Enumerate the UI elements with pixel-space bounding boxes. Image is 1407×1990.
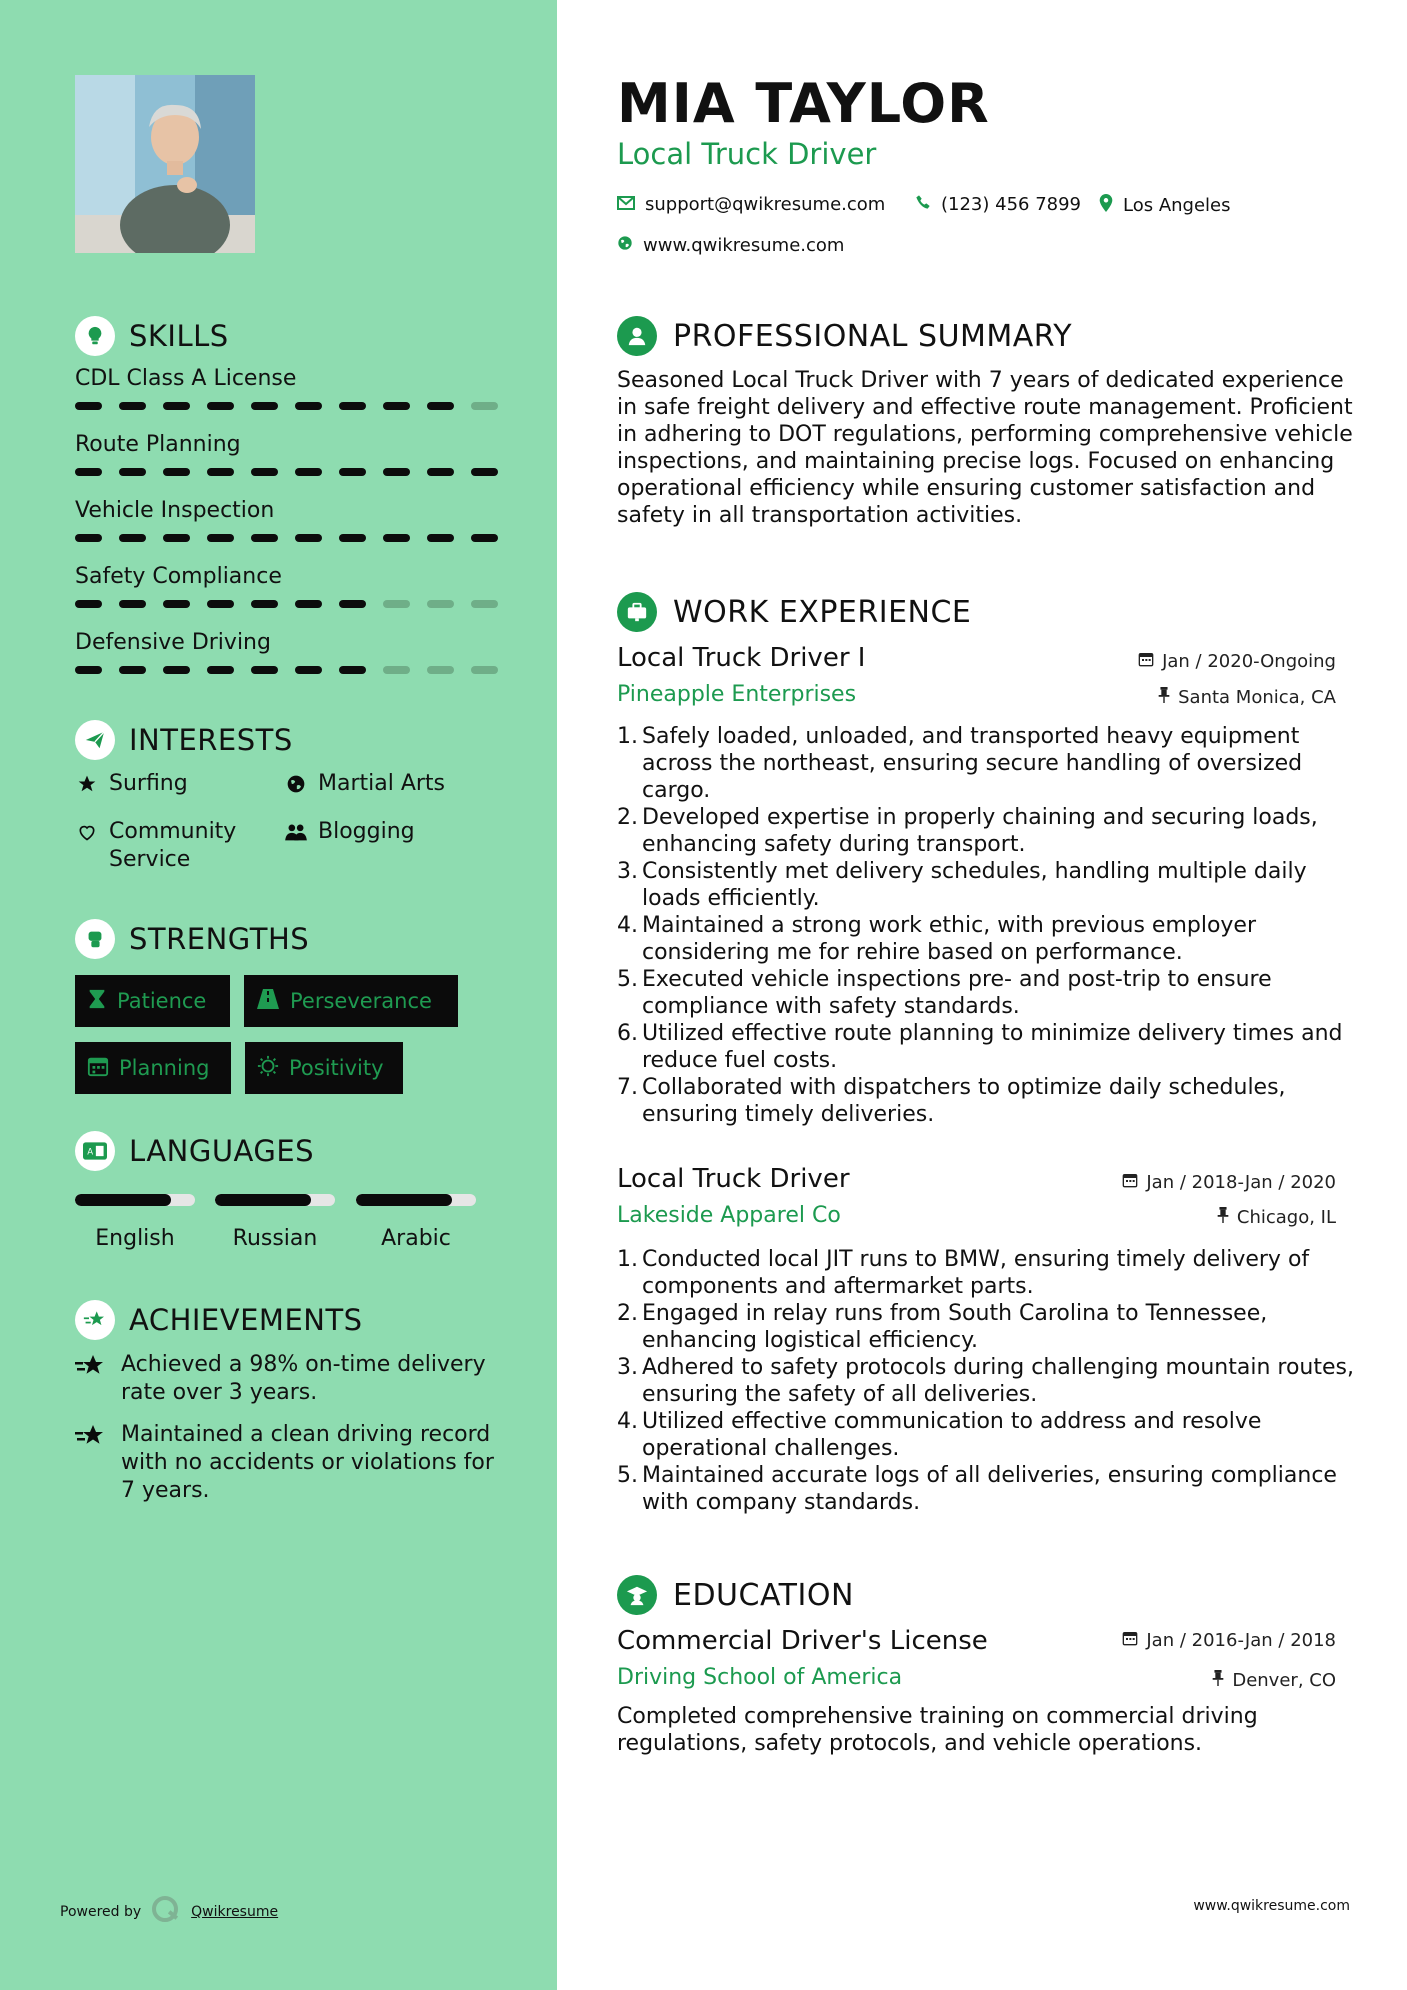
strength-tag-planning <box>75 1042 231 1094</box>
achievements-heading <box>75 1300 363 1340</box>
user-icon <box>617 316 657 356</box>
language-name: Russian <box>232 1226 318 1251</box>
skill-name: CDL Class A License <box>75 366 297 391</box>
skill-level-dash <box>471 666 498 674</box>
skill-level-dash <box>75 402 102 410</box>
education-school: Driving School of America <box>617 1665 903 1690</box>
education-location-text: Denver, CO <box>1232 1670 1336 1691</box>
contact-location <box>1099 194 1231 217</box>
summary-heading <box>617 316 1072 356</box>
bullet-text: Utilized effective communication to address and resolve operational challenges. <box>642 1409 1262 1461</box>
bullet-number: 1. <box>617 724 638 749</box>
bullet-number: 2. <box>617 1301 638 1326</box>
skill-level-dash <box>339 402 366 410</box>
achievement-text: Achieved a 98% on-time delivery rate over 3 years. <box>121 1352 486 1405</box>
bullet-number: 7. <box>617 1075 638 1100</box>
job-bullet <box>617 723 1357 804</box>
powered-by-label: Powered by <box>60 1904 142 1920</box>
skill-level-dash <box>207 468 234 476</box>
strength-tag-positivity <box>245 1042 403 1094</box>
languages-title: LANGUAGES <box>129 1134 315 1168</box>
skill-level-dash <box>119 468 146 476</box>
skill-level-dash <box>251 468 278 476</box>
heart-icon <box>75 818 99 846</box>
job-bullet <box>617 858 1357 912</box>
job-location <box>1217 1207 1336 1228</box>
bullet-number: 3. <box>617 1355 638 1380</box>
bullet-number: 4. <box>617 1409 638 1434</box>
education-heading <box>617 1575 854 1615</box>
skill-level-dash <box>383 600 410 608</box>
language-level-fill <box>356 1194 452 1206</box>
skill-level-dash <box>383 534 410 542</box>
job-bullet <box>617 804 1357 858</box>
job-bullet <box>617 912 1357 966</box>
bullet-number: 5. <box>617 967 638 992</box>
job-company: Lakeside Apparel Co <box>617 1203 841 1228</box>
bullet-text: Utilized effective route planning to minimize delivery times and reduce fuel costs. <box>642 1021 1343 1073</box>
job-bullet <box>617 1408 1357 1462</box>
qwikresume-link[interactable]: Qwikresume <box>191 1904 279 1920</box>
skill-level-dash <box>427 600 454 608</box>
skill-level-dash <box>75 666 102 674</box>
location-text: Los Angeles <box>1123 195 1231 216</box>
strength-label: Perseverance <box>290 989 432 1013</box>
strength-tag-patience <box>75 975 230 1027</box>
skill-level-dash <box>295 468 322 476</box>
bullet-text: Maintained accurate logs of all deliveries, ensuring compliance with company standards. <box>642 1463 1337 1515</box>
job-bullet <box>617 1074 1357 1128</box>
job-bullet <box>617 1246 1357 1300</box>
contact-email <box>617 194 885 215</box>
phone-text[interactable]: (123) 456 7899 <box>941 194 1082 215</box>
job-dates-text: Jan / 2020-Ongoing <box>1162 651 1336 672</box>
skill-level-dash <box>75 600 102 608</box>
skill-level-dash <box>119 600 146 608</box>
language-level-fill <box>75 1194 171 1206</box>
language-level-bar <box>75 1194 195 1206</box>
skill-name: Defensive Driving <box>75 630 271 655</box>
interest-item-martial-arts <box>284 770 445 798</box>
skill-level-dash <box>251 534 278 542</box>
job-bullets <box>617 723 1357 1128</box>
job-location-text: Santa Monica, CA <box>1178 687 1336 708</box>
job-title: Local Truck Driver <box>617 1164 850 1194</box>
job-company: Pineapple Enterprises <box>617 682 857 707</box>
star-burst-icon <box>75 1351 107 1407</box>
calendar-icon <box>87 1055 109 1082</box>
skill-level-dash <box>119 402 146 410</box>
star-icon <box>75 770 99 798</box>
skill-name: Route Planning <box>75 432 241 457</box>
envelope-icon <box>617 194 635 215</box>
bullet-number: 2. <box>617 805 638 830</box>
lightbulb-icon <box>75 316 115 356</box>
skill-level-dash <box>295 600 322 608</box>
skill-level-dash <box>383 402 410 410</box>
skill-level-dash <box>163 534 190 542</box>
skill-level-dash <box>427 534 454 542</box>
skills-title: SKILLS <box>129 319 229 353</box>
job-bullet <box>617 1020 1357 1074</box>
job-location-text: Chicago, IL <box>1236 1207 1336 1228</box>
globe-icon <box>284 770 308 798</box>
bullet-text: Safely loaded, unloaded, and transported heavy equipment across the northeast, ensuring secure handling of oversized cargo. <box>642 724 1303 803</box>
interest-label: Community Service <box>109 819 237 872</box>
language-name: English <box>95 1226 175 1251</box>
skill-level-dash <box>471 600 498 608</box>
skill-level-dash <box>163 600 190 608</box>
skill-level-dash <box>163 666 190 674</box>
interests-title: INTERESTS <box>129 723 293 757</box>
job-bullets <box>617 1246 1357 1516</box>
skill-level-dash <box>383 468 410 476</box>
interest-item-community-service <box>75 818 265 874</box>
achievement-item <box>75 1421 505 1505</box>
main-content <box>557 0 1407 1990</box>
skill-level-dash <box>295 534 322 542</box>
bullet-number: 4. <box>617 913 638 938</box>
strength-label: Positivity <box>289 1056 384 1080</box>
education-title: EDUCATION <box>673 1577 854 1613</box>
bullet-text: Executed vehicle inspections pre- and post-trip to ensure compliance with safety standards. <box>642 967 1272 1019</box>
interest-item-surfing <box>75 770 188 798</box>
star-burst-icon <box>75 1421 107 1505</box>
skills-heading <box>75 316 229 356</box>
interest-label: Martial Arts <box>318 771 446 796</box>
skill-level-dash <box>471 468 498 476</box>
paper-plane-icon <box>75 720 115 760</box>
skill-level-dash <box>339 468 366 476</box>
skill-level-bar <box>75 600 498 608</box>
candidate-role: Local Truck Driver <box>617 137 877 171</box>
strengths-title: STRENGTHS <box>129 922 310 956</box>
calendar-icon <box>1138 651 1154 672</box>
skill-level-dash <box>207 666 234 674</box>
job-dates-text: Jan / 2018-Jan / 2020 <box>1146 1172 1336 1193</box>
skill-level-dash <box>295 666 322 674</box>
experience-heading <box>617 592 971 632</box>
star-burst-icon <box>75 1300 115 1340</box>
qwikresume-logo <box>151 1895 181 1929</box>
summary-text: Seasoned Local Truck Driver with 7 years of dedicated experience in safe freight delivery and effective route management. Proficient in adhering to DOT regulations, performing comprehensive vehicle inspections, and maintaining precise logs. Focused on enhancing operational efficiency while ensuring customer satisfaction and safety in all transportation activities. <box>617 368 1353 528</box>
contact-phone <box>915 194 1081 215</box>
education-location <box>1212 1670 1336 1691</box>
job-title: Local Truck Driver I <box>617 643 866 673</box>
footer-website[interactable]: www.qwikresume.com <box>1193 1898 1350 1914</box>
skill-level-dash <box>163 468 190 476</box>
skill-level-dash <box>207 600 234 608</box>
language-name: Arabic <box>381 1226 451 1251</box>
contact-website <box>617 235 844 256</box>
skill-level-bar <box>75 402 498 410</box>
strengths-heading <box>75 919 309 959</box>
job-bullet <box>617 1300 1357 1354</box>
job-bullet <box>617 1462 1357 1516</box>
hourglass-icon <box>87 988 107 1015</box>
skill-level-dash <box>251 402 278 410</box>
bullet-number: 1. <box>617 1247 638 1272</box>
experience-title: WORK EXPERIENCE <box>673 594 972 630</box>
graduate-icon <box>617 1575 657 1615</box>
strength-label: Patience <box>117 989 207 1013</box>
skill-level-dash <box>207 534 234 542</box>
website-text[interactable]: www.qwikresume.com <box>643 235 845 256</box>
job-bullet <box>617 966 1357 1020</box>
candidate-name: MIA TAYLOR <box>617 72 990 135</box>
skill-level-dash <box>119 534 146 542</box>
education-degree: Commercial Driver's License <box>617 1626 988 1656</box>
bullet-text: Consistently met delivery schedules, handling multiple daily loads efficiently. <box>642 859 1307 911</box>
job-dates <box>1138 651 1336 672</box>
skill-name: Safety Compliance <box>75 564 282 589</box>
map-pin-icon <box>1099 194 1113 217</box>
skill-level-dash <box>75 534 102 542</box>
pushpin-icon <box>1212 1670 1224 1691</box>
skill-level-dash <box>339 600 366 608</box>
translate-icon <box>75 1131 115 1171</box>
skill-level-dash <box>427 468 454 476</box>
calendar-icon <box>1122 1630 1138 1651</box>
sidebar <box>0 0 557 1990</box>
skill-level-bar <box>75 534 498 542</box>
education-dates <box>1122 1630 1336 1651</box>
job-bullet <box>617 1354 1357 1408</box>
skill-level-dash <box>251 666 278 674</box>
users-icon <box>284 818 308 846</box>
pushpin-icon <box>1217 1207 1229 1228</box>
job-location <box>1158 687 1336 708</box>
skill-level-dash <box>207 402 234 410</box>
summary-title: PROFESSIONAL SUMMARY <box>673 318 1073 354</box>
language-level-fill <box>215 1194 311 1206</box>
skill-level-dash <box>427 666 454 674</box>
bullet-text: Engaged in relay runs from South Carolina to Tennessee, enhancing logistical efficiency. <box>642 1301 1268 1353</box>
language-level-bar <box>215 1194 335 1206</box>
bullet-text: Developed expertise in properly chaining and securing loads, enhancing safety during transport. <box>642 805 1318 857</box>
powered-by <box>60 1895 278 1929</box>
achievements-title: ACHIEVEMENTS <box>129 1303 363 1337</box>
bullet-number: 6. <box>617 1021 638 1046</box>
skill-level-dash <box>75 468 102 476</box>
bullet-number: 3. <box>617 859 638 884</box>
achievement-item <box>75 1351 505 1407</box>
bullet-text: Conducted local JIT runs to BMW, ensuring timely delivery of components and aftermarket parts. <box>642 1247 1310 1299</box>
interest-label: Blogging <box>318 819 415 844</box>
interests-heading <box>75 720 293 760</box>
bullet-number: 5. <box>617 1463 638 1488</box>
skill-level-dash <box>339 666 366 674</box>
skill-level-dash <box>339 534 366 542</box>
language-level-bar <box>356 1194 476 1206</box>
skill-level-bar <box>75 468 498 476</box>
pushpin-icon <box>1158 687 1170 708</box>
sun-icon <box>257 1055 279 1082</box>
bullet-text: Adhered to safety protocols during challenging mountain routes, ensuring the safety of all deliveries. <box>642 1355 1354 1407</box>
skill-level-dash <box>295 402 322 410</box>
bullet-text: Collaborated with dispatchers to optimize daily schedules, ensuring timely deliveries. <box>642 1075 1286 1127</box>
skill-level-dash <box>163 402 190 410</box>
skill-level-dash <box>427 402 454 410</box>
profile-photo <box>75 75 255 253</box>
svg-text:A: A <box>87 1147 94 1158</box>
skill-name: Vehicle Inspection <box>75 498 275 523</box>
phone-icon <box>915 194 931 215</box>
globe-icon <box>617 235 633 256</box>
skill-level-dash <box>471 534 498 542</box>
education-dates-text: Jan / 2016-Jan / 2018 <box>1146 1630 1336 1651</box>
skill-level-dash <box>383 666 410 674</box>
languages-heading <box>75 1131 314 1171</box>
bullet-text: Maintained a strong work ethic, with previous employer considering me for rehire based on performance. <box>642 913 1257 965</box>
strength-tag-perseverance <box>244 975 458 1027</box>
skill-level-dash <box>251 600 278 608</box>
interest-item-blogging <box>284 818 415 846</box>
road-icon <box>256 989 280 1014</box>
education-text: Completed comprehensive training on commercial driving regulations, safety protocols, and vehicle operations. <box>617 1704 1258 1756</box>
calendar-icon <box>1122 1172 1138 1193</box>
achievement-text: Maintained a clean driving record with no accidents or violations for 7 years. <box>121 1422 494 1503</box>
fist-icon <box>75 919 115 959</box>
interest-label: Surfing <box>109 771 188 796</box>
skill-level-dash <box>471 402 498 410</box>
skill-level-bar <box>75 666 498 674</box>
briefcase-icon <box>617 592 657 632</box>
email-text[interactable]: support@qwikresume.com <box>645 194 886 215</box>
skill-level-dash <box>119 666 146 674</box>
job-dates <box>1122 1172 1336 1193</box>
strength-label: Planning <box>119 1056 210 1080</box>
